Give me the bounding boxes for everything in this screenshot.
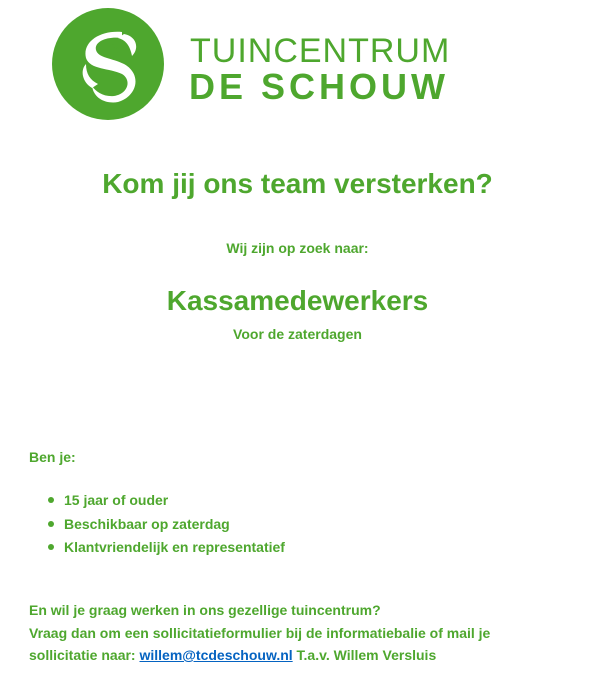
requirement-text: Beschikbaar op zaterdag [64,515,230,532]
bullet-icon [48,497,54,503]
email-link[interactable]: willem@tcdeschouw.nl [139,647,293,663]
closing-line-2: Vraag dan om een sollicitatieformulier bij de informatiebalie of mail je [29,624,491,641]
page-headline: Kom jij ons team versterken? [102,168,493,199]
closing-suffix: T.a.v. Willem Versluis [296,647,437,663]
logo-wordmark-line2: DE SCHOUW [189,66,449,107]
requirements-list [48,490,285,561]
requirement-text: Klantvriendelijk en representatief [64,539,285,555]
logo-wordmark-line1: TUINCENTRUM [190,32,451,70]
role-title: Kassamedewerkers [166,285,429,316]
closing-line-3 [29,644,569,667]
requirement-text: 15 jaar of ouder [64,492,169,508]
list-item [48,514,285,538]
closing-line-1: En wil je graag werken in ons gezellige tuincentrum? [29,602,381,618]
list-item [48,537,285,561]
closing-paragraph [29,599,569,667]
requirements-intro: Ben je: [29,449,76,465]
bullet-icon [48,521,54,527]
logo [52,8,460,122]
closing-prefix: sollicitatie naar: [29,647,136,663]
bullet-icon [48,544,54,550]
role-subtitle: Voor de zaterdagen [233,326,362,342]
leaf-s-icon [52,8,164,120]
looking-for-text: Wij zijn op zoek naar: [226,240,369,256]
list-item [48,490,285,514]
